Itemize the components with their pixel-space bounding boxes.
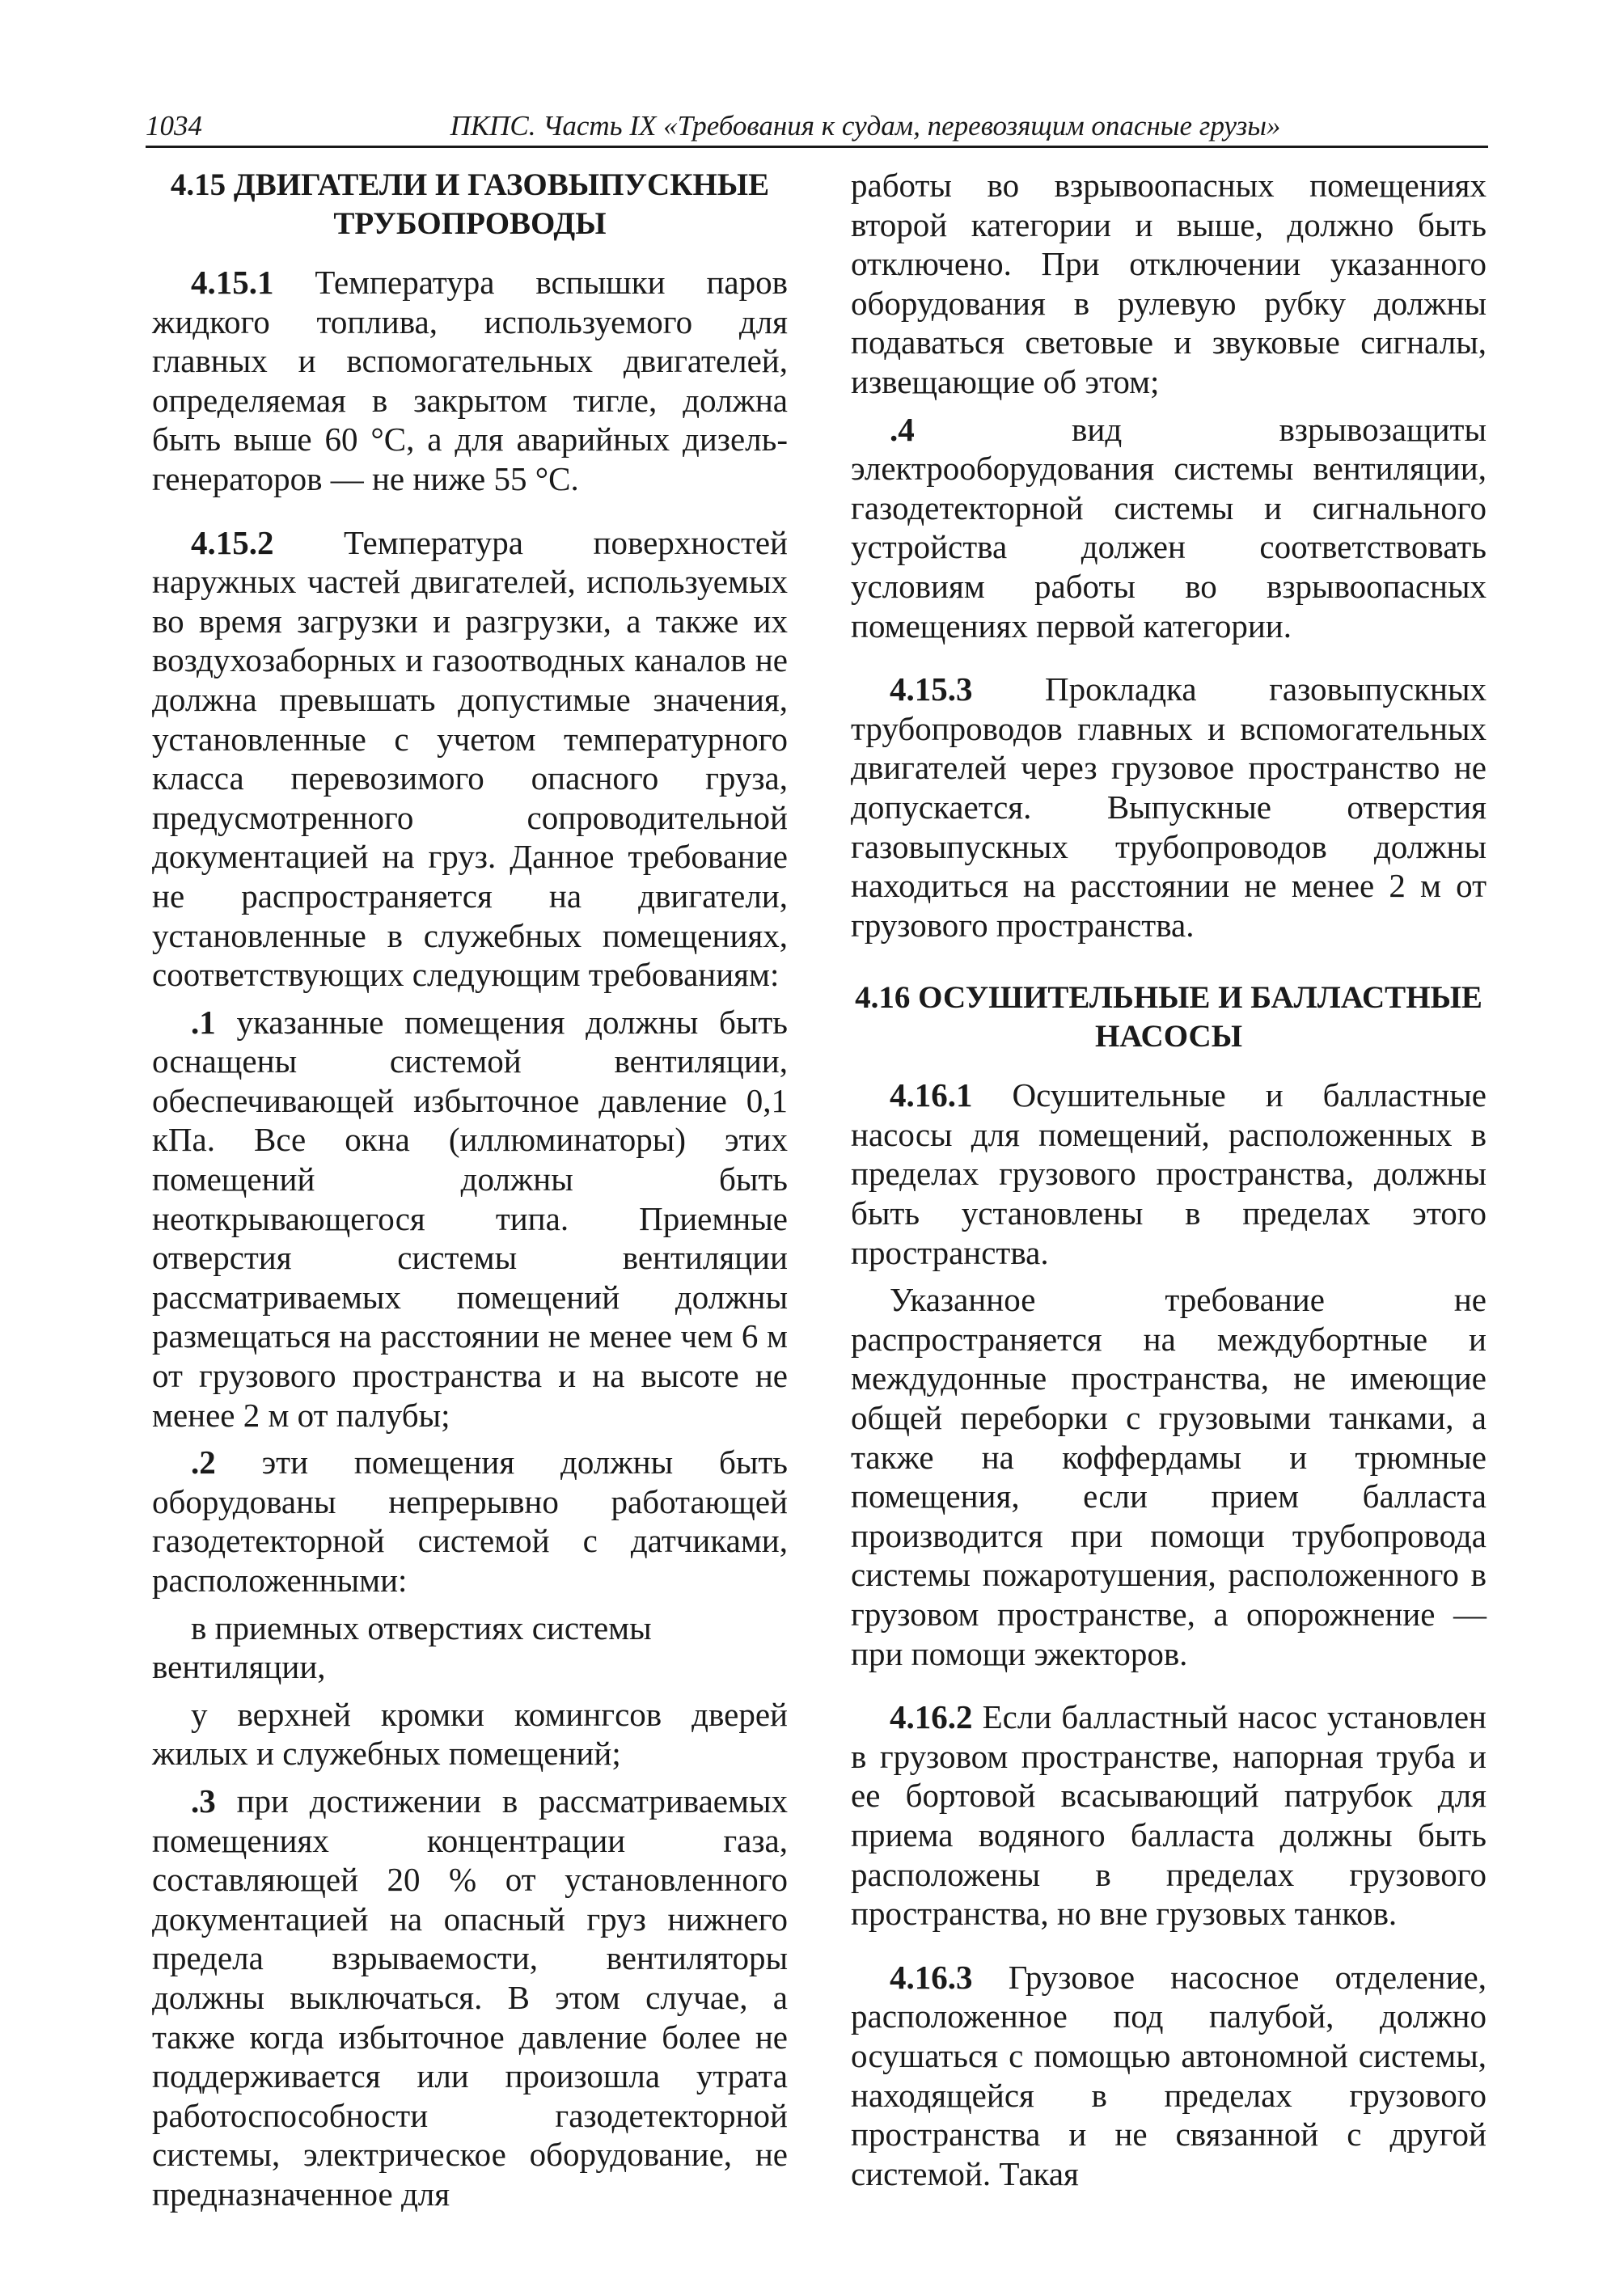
list-item-3 [152,1782,788,2214]
section-heading-4-16: 4.16 ОСУШИТЕЛЬНЫЕ И БАЛЛАСТНЫЕ НАСОСЫ [855,980,1482,1055]
item-number: .4 [890,410,915,448]
left-column [152,166,788,2214]
paragraph-4-15-1 [152,263,788,499]
clause-text: Осушительные и балластные насосы для помещений, расположенных в пределах грузового пространства, должны быть установлены в пределах этого пространства. [851,1076,1487,1271]
page-number: 1034 [146,110,202,142]
list-item-2-sub-b: у верхней кромки комингсов дверей жилых и служебных помещений; [152,1695,788,1773]
list-item-1 [152,1003,788,1435]
page-header [146,97,1488,148]
item-text: вид взрывозащиты электрооборудования системы вентиляции, газодетекторной системы и сигнального устройства должен соответствовать условиям работы во взрывоопасных помещениях первой категории. [851,410,1487,645]
paragraph-4-16-1-note: Указанное требование не распространяется на междубортные и междудонные пространства, не имеющие общей переборки с грузовыми танками, а также на коффердамы и трюмные помещения, если прием балласта производится при помощи трубопровода системы пожаротушения, расположенного в грузовом пространстве, а опорожнение — при помощи эжекторов. [851,1281,1487,1672]
section-heading-4-15: 4.15 ДВИГАТЕЛИ И ГАЗОВЫПУСКНЫЕ ТРУБОПРОВОДЫ [170,167,770,241]
paragraph-4-16-1 [851,1076,1487,1272]
clause-number: 4.15.2 [191,523,274,561]
clause-text: Грузовое насосное отделение, расположенное под палубой, должно осушаться с помощью автономной системы, находящейся в пределах грузового пространства и не связанной с другой системой. Такая [851,1958,1487,2192]
paragraph-4-15-2 [152,523,788,995]
list-item-3-continued: работы во взрывоопасных помещениях второй категории и выше, должно быть отключено. При отключении указанного оборудования в рулевую рубку должны подаваться световые и звуковые сигналы, извещающие об этом; [851,167,1487,400]
item-number: .1 [191,1003,216,1041]
item-text: указанные помещения должны быть оснащены системой вентиляции, обеспечивающей избыточное давление 0,1 кПа. Все окна (иллюминаторы) этих помещений должны быть неоткрывающегося типа. Приемные отверстия системы вентиляции рассматриваемых помещений должны размещаться на расстоянии не менее чем 6 м от грузового пространства и на высоте не менее 2 м от палубы; [152,1003,788,1434]
paragraph-4-15-3 [851,670,1487,945]
clause-number: 4.15.3 [890,670,973,708]
item-text: эти помещения должны быть оборудованы непрерывно работающей газодетекторной системой с датчиками, расположенными: [152,1443,788,1599]
running-title: ПКПС. Часть IX «Требования к судам, перевозящим опасные грузы» [450,110,1281,142]
paragraph-4-16-2 [851,1697,1487,1934]
list-item-4 [851,410,1487,646]
clause-text: Температура поверхностей наружных частей двигателей, используемых во время загрузки и разгрузки, а также их воздухозаборных и газоотводных каналов не должна превышать допустимые значения, установленные с учетом температурного класса перевозимого опасного груза, предусмотренного сопроводительной документацией на груз. Данное требование не распространяется на двигатели, установленные в служебных помещениях, соответствующих следующим требованиям: [152,523,788,994]
clause-number: 4.16.3 [890,1958,973,1996]
paragraph-4-16-3 [851,1958,1487,2194]
list-item-2-sub-a: в приемных отверстиях системы вентиляции, [152,1608,652,1686]
clause-number: 4.15.1 [191,264,274,301]
clause-text: Если балластный насос установлен в грузовом пространстве, напорная труба и ее бортовой всасывающий патрубок для приема водяного балласта должны быть расположены в пределах грузового пространства, но вне грузовых танков. [851,1698,1487,1933]
clause-number: 4.16.1 [890,1076,973,1114]
item-number: .2 [191,1443,216,1482]
clause-text: Температура вспышки паров жидкого топлива, используемого для главных и вспомогательных двигателей, определяемая в закрытом тигле, должна быть выше 60 °C, а для аварийных дизель-генераторов — не ниже 55 °C. [152,264,788,497]
clause-text: Прокладка газовыпускных трубопроводов главных и вспомогательных двигателей через грузовое пространство не допускается. Выпускные отверстия газовыпускных трубопроводов должны находиться на расстоянии не менее 2 м от грузового пространства. [851,670,1487,944]
clause-number: 4.16.2 [890,1698,973,1736]
right-column [851,166,1487,2193]
list-item-2 [152,1443,788,1600]
item-text: при достижении в рассматриваемых помещениях концентрации газа, составляющей 20 % от установленного документацией на опасный груз нижнего предела взрываемости, вентиляторы должны выключаться. В этом случае, а также когда избыточное давление более не поддерживается или произошла утрата работоспособности газодетекторной системы, электрическое оборудование, не предназначенное для [152,1782,788,2213]
item-number: .3 [191,1782,216,1820]
